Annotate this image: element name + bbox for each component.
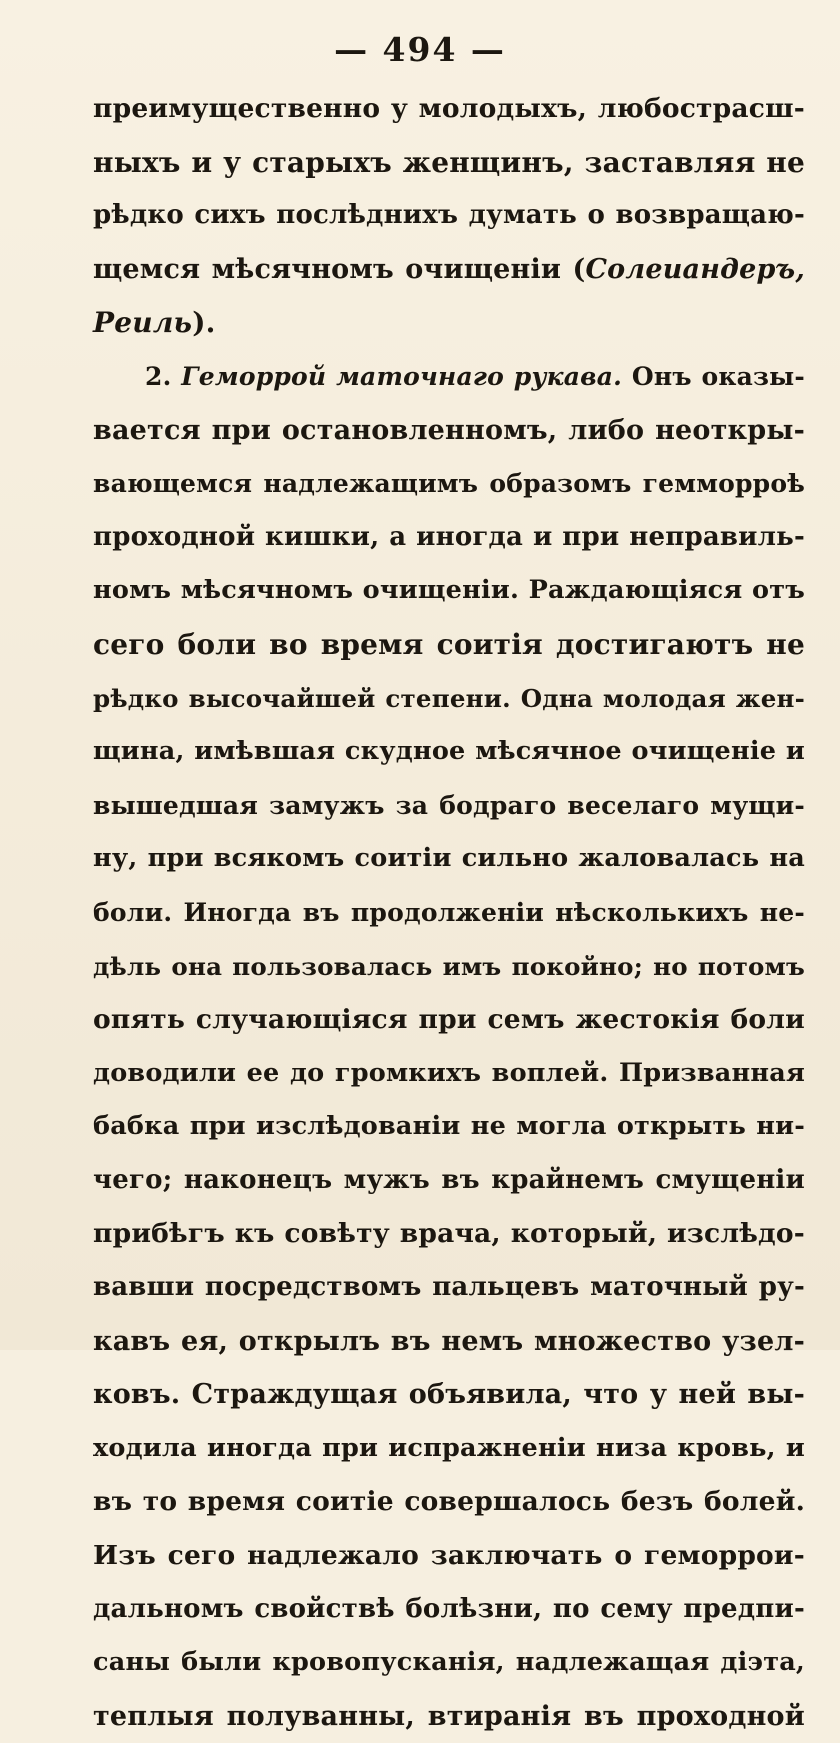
text-line: Изъ сего надлежало заключать о геморрои- [93, 1540, 805, 1572]
text-line [93, 243, 805, 297]
text-line: доводили ее до громкихъ воплей. Призванная [93, 1057, 805, 1088]
author-citation: Солеиандеръ, [585, 253, 805, 285]
text-line: бабка при изслѣдованіи не могла открыть ни- [93, 1111, 805, 1142]
text-line: дальномъ свойствѣ болѣзни, по сему предпи- [93, 1593, 805, 1624]
text-line: сего боли во время соитія достигаютъ не [93, 627, 805, 661]
text-line: опять случающіяся при семъ жестокія боли [93, 1004, 805, 1036]
text-line: дѣль она пользовалась имъ покойно; но потомъ [93, 951, 805, 981]
section-number: 2. [145, 361, 182, 391]
text-line: рѣдко высочайшей степени. Одна молодая жен- [93, 683, 805, 713]
text-line: рѣдко сихъ послѣднихъ думать о возвращаю- [93, 200, 805, 231]
section-title: Геморрой маточнаго рукава. [181, 361, 623, 391]
text-line: номъ мѣсячномъ очищеніи. Раждающіяся отъ [93, 575, 805, 606]
text-line: ходила иногда при испражненіи низа кровь, и [93, 1432, 805, 1463]
text-run: ). [192, 306, 216, 340]
text-line: ну, при всякомъ соитіи сильно жаловалась на [93, 843, 805, 874]
text-run: Онъ оказы- [622, 361, 805, 391]
text-line: саны были кровопусканія, надлежащая діэта, [93, 1647, 805, 1678]
author-citation: Реиль [93, 306, 193, 340]
text-line: щина, имѣвшая скудное мѣсячное очищеніе и [93, 736, 805, 767]
text-line: проходной кишки, а иногда и при неправиль- [93, 521, 805, 552]
text-line: вающемся надлежащимъ образомъ гемморроѣ [93, 469, 805, 499]
text-line: ныхъ и у старыхъ женщинъ, заставляя не [93, 145, 805, 179]
text-line: боли. Иногда въ продолженіи нѣсколькихъ не- [93, 897, 805, 927]
text-run: щемся мѣсячномъ очищеніи ( [93, 253, 586, 285]
body-text [93, 82, 805, 1743]
text-line: кавъ ея, открылъ въ немъ множество узел- [93, 1325, 805, 1357]
text-line: теплыя полуванны, втиранія въ проходной [93, 1700, 805, 1732]
text-line: вавши посредствомъ пальцевъ маточный ру- [93, 1272, 805, 1303]
text-line: преимущественно у молодыхъ, любострасш- [93, 93, 805, 124]
text-line: въ то время соитіе совершалось безъ болей. [93, 1486, 805, 1518]
text-line: вается при остановленномъ, либо неоткры- [93, 414, 805, 446]
text-line: чего; наконецъ мужъ въ крайнемъ смущеніи [93, 1164, 805, 1195]
text-line: вышедшая замужъ за бодраго веселаго мущи- [93, 790, 805, 820]
section-heading-line [93, 350, 805, 404]
page-number: — 494 — [334, 30, 506, 69]
text-line: ковъ. Страждущая объявила, что у ней вы- [93, 1379, 805, 1411]
text-line [93, 296, 805, 350]
text-line: прибѣгъ къ совѣту врача, который, изслѣдо- [93, 1218, 805, 1250]
